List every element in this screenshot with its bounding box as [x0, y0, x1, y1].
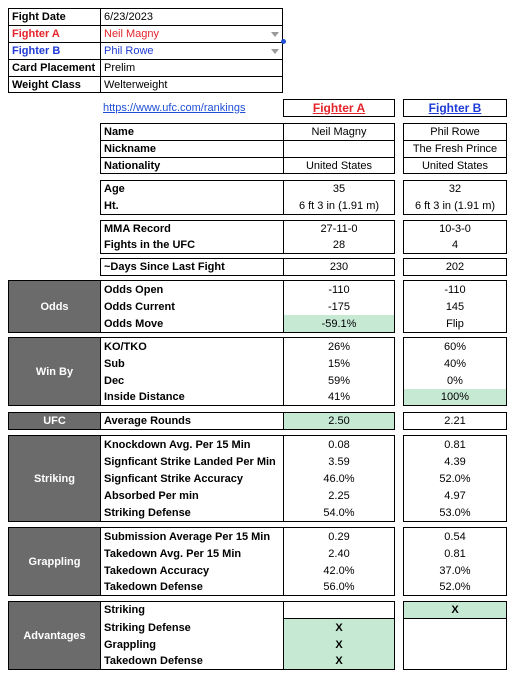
- weight-class-label: Weight Class: [12, 79, 81, 91]
- fighter-a-select[interactable]: [101, 26, 282, 42]
- advantages-a-value: [284, 602, 394, 618]
- striking-a-value: 0.08: [328, 438, 350, 451]
- ufc-section-title: UFC: [9, 413, 100, 429]
- ufc-b-value: 2.21: [444, 415, 466, 427]
- grappling-row-label: Takedown Avg. Per 15 Min: [104, 547, 242, 560]
- odds-b-value: Flip: [446, 317, 464, 330]
- striking-row-label: Striking Defense: [104, 506, 191, 519]
- advantages-b-value: [404, 636, 506, 653]
- winby-b-value: 40%: [443, 357, 467, 370]
- winby-row-label: Sub: [104, 357, 125, 370]
- odds-b-value: -110: [444, 283, 466, 296]
- striking-a-value: 2.25: [328, 489, 350, 502]
- winby-row-label: KO/TKO: [104, 340, 147, 353]
- odds-row-label: Odds Current: [104, 300, 175, 313]
- bio-b-value: The Fresh Prince: [412, 143, 498, 155]
- advantages-a-value: X: [335, 638, 343, 651]
- bio-a-value: [284, 141, 394, 157]
- ufc-a-value: 2.50: [328, 415, 350, 427]
- physical-a-value: 35: [332, 183, 346, 195]
- record-b-value: 4: [451, 239, 459, 251]
- card-placement-value[interactable]: Prelim: [104, 62, 136, 74]
- physical-a-value: 6 ft 3 in (1.91 m): [298, 200, 380, 212]
- ufc-row-label: Average Rounds: [104, 415, 192, 427]
- winby-a-value: 15%: [327, 357, 351, 370]
- selection-handle[interactable]: [281, 39, 286, 44]
- winby-a-value: 41%: [327, 391, 351, 403]
- striking-b-value: 52.0%: [439, 472, 471, 485]
- record-b-value: 10-3-0: [439, 223, 471, 235]
- winby-a-value: 59%: [327, 374, 351, 387]
- fight-date-value[interactable]: 6/23/2023: [104, 11, 153, 23]
- fighter-a-value: Neil Magny: [104, 28, 160, 40]
- physical-b-value: 6 ft 3 in (1.91 m): [414, 200, 496, 212]
- winby-a-value: 26%: [327, 340, 351, 353]
- days-a-value: 230: [329, 261, 349, 273]
- striking-row-label: Signficant Strike Accuracy: [104, 472, 243, 485]
- winby-b-value: 100%: [440, 391, 470, 403]
- bio-row-label: Nationality: [104, 160, 161, 172]
- days-label: ~Days Since Last Fight: [104, 261, 225, 273]
- striking-row-label: Absorbed Per min: [104, 489, 199, 502]
- physical-row-label: Ht.: [104, 200, 119, 212]
- weight-class-value[interactable]: Welterweight: [104, 79, 168, 91]
- grappling-a-value: 2.40: [328, 547, 350, 560]
- grappling-section-title: Grappling: [9, 528, 100, 595]
- grappling-b-value: 0.54: [444, 530, 466, 543]
- advantages-a-value: X: [335, 621, 343, 634]
- grappling-a-value: 42.0%: [323, 564, 355, 577]
- odds-row-label: Odds Move: [104, 317, 164, 330]
- grappling-b-value: 0.81: [444, 547, 466, 560]
- advantages-row-label: Takedown Defense: [104, 655, 203, 667]
- card-placement-label: Card Placement: [12, 62, 96, 74]
- advantages-row-label: Striking Defense: [104, 621, 191, 634]
- advantages-b-value: [404, 619, 506, 636]
- advantages-a-value: X: [335, 655, 343, 667]
- bio-row-label: Nickname: [104, 143, 156, 155]
- grappling-a-value: 0.29: [328, 530, 350, 543]
- rankings-link[interactable]: https://www.ufc.com/rankings: [103, 101, 246, 114]
- days-b-value: 202: [445, 261, 465, 273]
- striking-b-value: 53.0%: [439, 506, 471, 519]
- odds-row-label: Odds Open: [104, 283, 164, 296]
- striking-section-title: Striking: [9, 436, 100, 521]
- advantages-b-value: [404, 653, 506, 669]
- bio-row-label: Name: [104, 126, 134, 138]
- physical-row-label: Age: [104, 183, 125, 195]
- record-a-value: 27-11-0: [320, 223, 358, 235]
- record-a-value: 28: [332, 239, 346, 251]
- striking-b-value: 4.97: [444, 489, 466, 502]
- odds-a-value: -175: [327, 300, 351, 313]
- advantages-row-label: Grappling: [104, 638, 156, 651]
- striking-b-value: 4.39: [444, 455, 466, 468]
- fighter-b-header: Fighter B: [428, 101, 482, 115]
- grappling-row-label: Submission Average Per 15 Min: [104, 530, 271, 543]
- advantages-section-title: Advantages: [9, 602, 100, 669]
- fighter-a-label: Fighter A: [12, 28, 60, 40]
- chevron-down-icon[interactable]: [271, 49, 279, 54]
- fighter-b-select[interactable]: [101, 43, 282, 59]
- striking-a-value: 46.0%: [323, 472, 355, 485]
- bio-a-value: Neil Magny: [311, 126, 367, 138]
- physical-b-value: 32: [448, 183, 462, 195]
- fighter-b-label: Fighter B: [12, 45, 61, 57]
- advantages-row-label: Striking: [104, 604, 145, 616]
- grappling-b-value: 37.0%: [439, 564, 471, 577]
- chevron-down-icon[interactable]: [271, 32, 279, 37]
- grappling-row-label: Takedown Defense: [104, 581, 203, 593]
- grappling-row-label: Takedown Accuracy: [104, 564, 210, 577]
- advantages-b-value: X: [451, 604, 459, 616]
- record-row-label: MMA Record: [104, 223, 171, 235]
- bio-a-value: United States: [305, 160, 373, 172]
- striking-a-value: 3.59: [328, 455, 350, 468]
- striking-row-label: Signficant Strike Landed Per Min: [104, 455, 276, 468]
- odds-section-title: Odds: [9, 281, 100, 332]
- bio-b-value: United States: [421, 160, 489, 172]
- odds-a-value: -110: [328, 283, 350, 296]
- grappling-a-value: 56.0%: [323, 581, 355, 593]
- grappling-b-value: 52.0%: [439, 581, 471, 593]
- striking-row-label: Knockdown Avg. Per 15 Min: [104, 438, 251, 451]
- winby-b-value: 60%: [443, 340, 467, 353]
- fighter-b-value: Phil Rowe: [104, 45, 154, 57]
- fight-date-label: Fight Date: [12, 11, 66, 23]
- winby-b-value: 0%: [447, 374, 463, 387]
- odds-b-value: 145: [445, 300, 465, 313]
- bio-b-value: Phil Rowe: [430, 126, 480, 138]
- winby-row-label: Dec: [104, 374, 125, 387]
- winby-section-title: Win By: [9, 338, 100, 405]
- striking-b-value: 0.81: [444, 438, 466, 451]
- fighter-a-header: Fighter A: [312, 101, 366, 115]
- striking-a-value: 54.0%: [323, 506, 355, 519]
- winby-row-label: Inside Distance: [104, 391, 185, 403]
- record-row-label: Fights in the UFC: [104, 239, 196, 251]
- odds-a-value: -59.1%: [321, 317, 357, 330]
